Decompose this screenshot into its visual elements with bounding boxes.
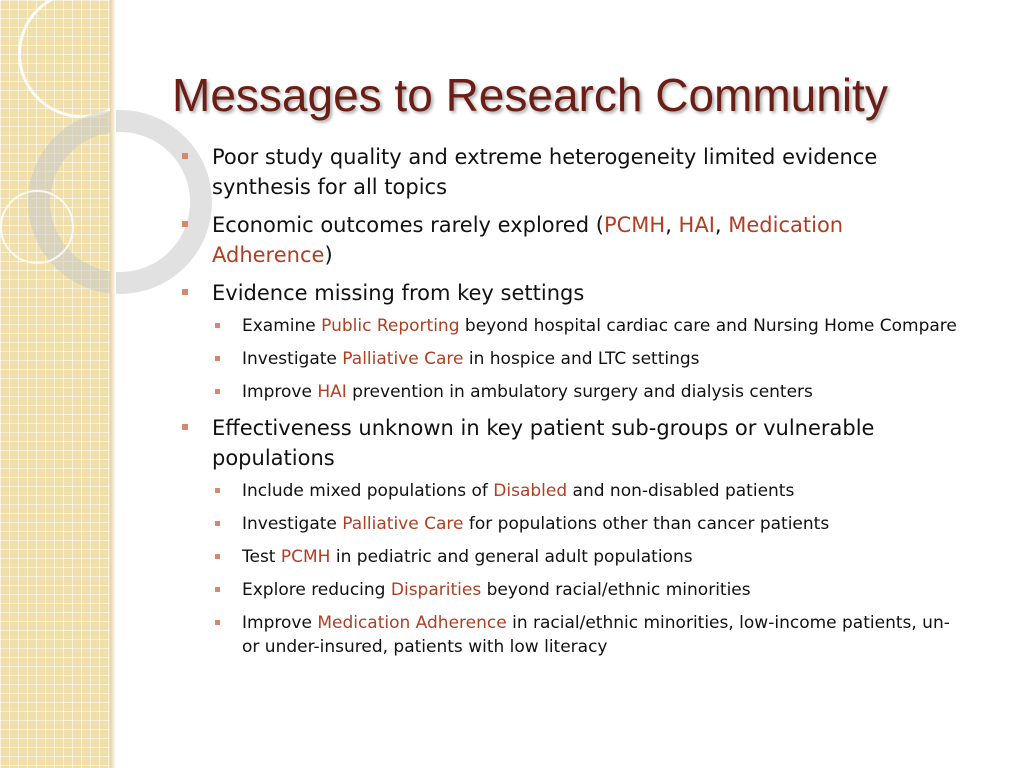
decorative-ring — [0, 190, 74, 264]
bullet-text: Effectiveness unknown in key patient sub-groups or vulnerable populations — [212, 416, 875, 470]
bullet-list — [180, 142, 960, 668]
bullet-text: , — [665, 213, 679, 237]
sub-bullet-text: Test — [242, 547, 281, 567]
sub-bullet-marker-icon — [215, 521, 220, 526]
highlight-term: Medication Adherence — [212, 213, 844, 267]
highlight-term: Palliative Care — [342, 349, 464, 369]
side-panel-edge — [110, 0, 116, 768]
sub-bullet-list — [212, 479, 960, 659]
bullet-marker-icon — [182, 153, 188, 159]
sub-bullet-item — [212, 380, 960, 404]
highlight-term: Public Reporting — [321, 316, 460, 336]
highlight-term: PCMH — [280, 547, 331, 567]
sub-bullet-item — [212, 347, 960, 371]
sub-bullet-text: Investigate — [242, 514, 343, 534]
sub-bullet-item — [212, 314, 960, 338]
bullet-item — [180, 210, 960, 270]
sub-bullet-text: Include mixed populations of — [242, 481, 494, 501]
sub-bullet-text: Examine — [242, 316, 322, 336]
bullet-marker-icon — [182, 424, 188, 430]
bullet-item — [180, 278, 960, 404]
sub-bullet-item — [212, 578, 960, 602]
sub-bullet-text: Investigate — [242, 349, 343, 369]
sub-bullet-marker-icon — [215, 488, 220, 493]
sub-bullet-marker-icon — [215, 620, 220, 625]
slide-title: Messages to Research Community — [172, 69, 888, 121]
sub-bullet-item — [212, 611, 960, 659]
sub-bullet-text: beyond racial/ethnic minorities — [481, 580, 751, 600]
sub-bullet-marker-icon — [215, 587, 220, 592]
decorative-side-panel — [0, 0, 110, 768]
bullet-marker-icon — [182, 221, 188, 227]
sub-bullet-text: and non-disabled patients — [567, 481, 795, 501]
highlight-term: HAI — [678, 213, 715, 237]
sub-bullet-text: in hospice and LTC settings — [463, 349, 700, 369]
sub-bullet-item — [212, 545, 960, 569]
sub-bullet-item — [212, 479, 960, 503]
sub-bullet-text: beyond hospital cardiac care and Nursing Home Compare — [459, 316, 957, 336]
highlight-term: Disabled — [493, 481, 568, 501]
sub-bullet-text: in pediatric and general adult populations — [330, 547, 693, 567]
bullet-text: Evidence missing from key settings — [212, 281, 585, 305]
sub-bullet-text: for populations other than cancer patients — [463, 514, 830, 534]
bullet-text: Poor study quality and extreme heterogeneity limited evidence synthesis for all topics — [212, 145, 878, 199]
sub-bullet-marker-icon — [215, 323, 220, 328]
sub-bullet-marker-icon — [215, 389, 220, 394]
decorative-ring — [18, 0, 146, 118]
highlight-term: Disparities — [390, 580, 482, 600]
sub-bullet-marker-icon — [215, 356, 220, 361]
highlight-term: Medication Adherence — [317, 613, 507, 633]
bullet-item — [180, 413, 960, 659]
sub-bullet-text: prevention in ambulatory surgery and dialysis centers — [346, 382, 813, 402]
bullet-marker-icon — [182, 289, 188, 295]
bullet-text: Economic outcomes rarely explored ( — [212, 213, 604, 237]
sub-bullet-text: Explore reducing — [242, 580, 391, 600]
bullet-text: ) — [324, 243, 333, 267]
bullet-text: , — [714, 213, 729, 237]
highlight-term: Palliative Care — [342, 514, 464, 534]
sub-bullet-marker-icon — [215, 554, 220, 559]
sub-bullet-text: Improve — [242, 382, 318, 402]
highlight-term: HAI — [317, 382, 347, 402]
sub-bullet-text: in racial/ethnic minorities, low-income patients, un- or under-insured, patients with low literacy — [242, 613, 950, 657]
sub-bullet-list — [212, 314, 960, 404]
sub-bullet-text: Improve — [242, 613, 318, 633]
sub-bullet-item — [212, 512, 960, 536]
bullet-item — [180, 142, 960, 202]
highlight-term: PCMH — [603, 213, 666, 237]
